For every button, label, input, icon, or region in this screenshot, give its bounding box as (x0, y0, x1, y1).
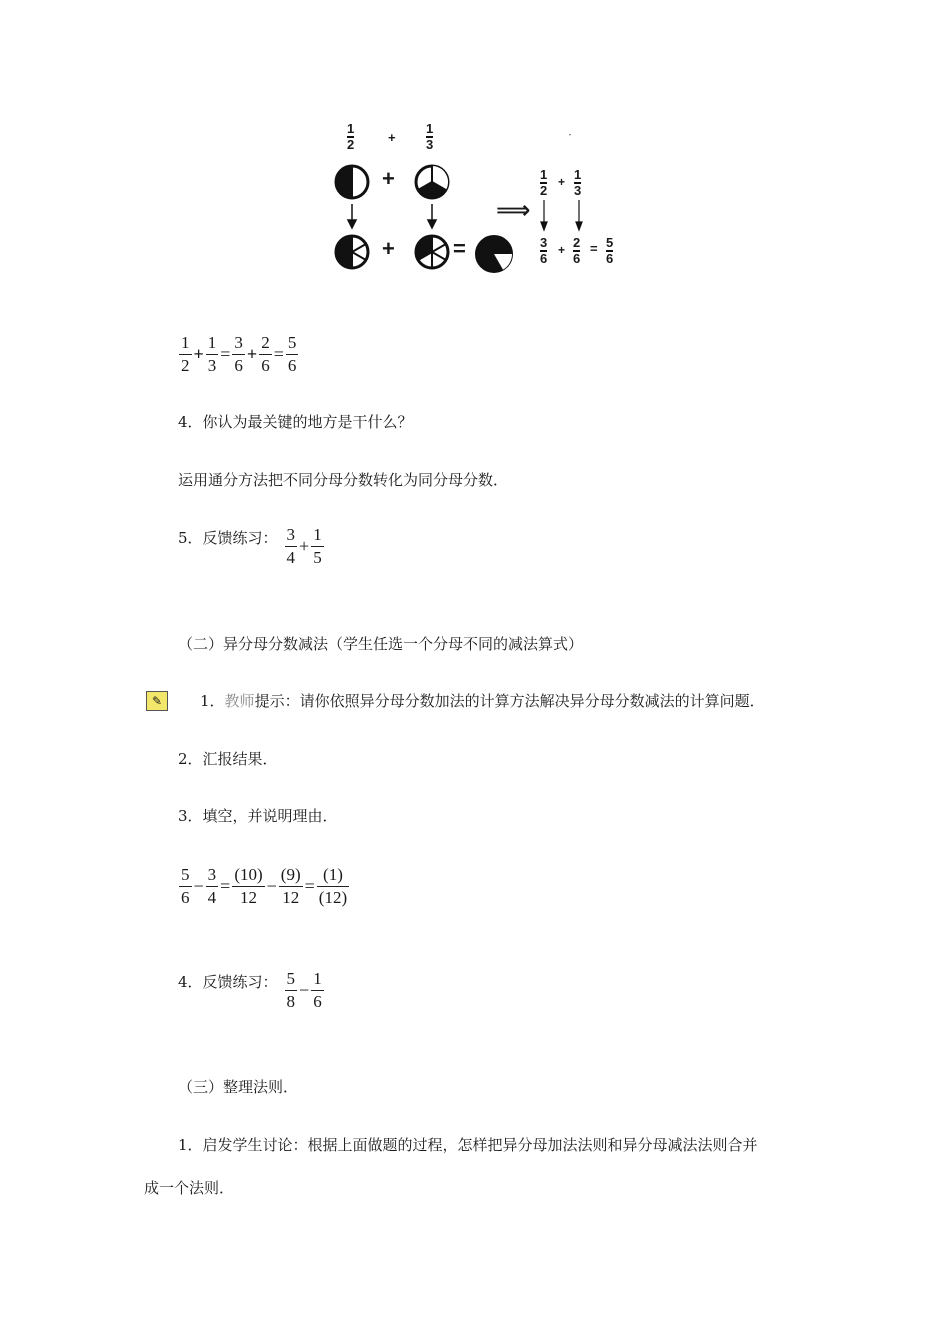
diagram-right-top-op: + (558, 175, 566, 189)
fraction-addition-diagram (330, 120, 630, 280)
diagram-right-bottom-a: 3 6 (540, 235, 548, 266)
diagram-right-bottom-eq: = (590, 241, 598, 256)
diagram-top-right-fraction: 1 3 (426, 121, 434, 152)
diagram-top-left-fraction: 1 2 (347, 121, 355, 152)
down-arrow-icon (348, 204, 436, 228)
section-2-item-2: 2．汇报结果． (178, 750, 278, 768)
three-sixths-circle-icon (336, 236, 368, 268)
teacher-tip: 1．教师提示：请你依照异分母分数加法的计算方法解决异分母分数减法的计算问题． (200, 692, 765, 710)
five-sixths-circle-icon (476, 236, 512, 272)
section-3-heading: （三）整理法则． (178, 1078, 299, 1096)
fraction: $\frac{5}{6}$ (287, 333, 297, 375)
practice-5: 5．反馈练习： $\frac{3}{4}$ + $\frac{1}{5}$ (178, 526, 325, 567)
diagram-plus-row2: + (382, 236, 395, 261)
diagram-right-bottom-c: 5 6 (606, 235, 614, 266)
subtraction-equation: $\frac{5}{6}$ − $\frac{3}{4}$ = $\frac{(10)}{12}$ − $\frac{(9)}{12}$ = $\frac{(1)}{(12)}$ (181, 865, 348, 907)
fraction: $\frac{(1)}{(12)}$ (318, 865, 348, 907)
section-2-heading: （二）异分母分数减法（学生任选一个分母不同的减法算式） (178, 635, 584, 653)
section-3-item-1-line-2: 成一个法则． (144, 1179, 235, 1197)
fraction: $\frac{3}{6}$ (234, 333, 243, 375)
teacher-tip-icon: ✎ (146, 691, 168, 711)
diagram-right-top-b: 1 3 (574, 167, 582, 198)
fraction: $\frac{5}{6}$ (181, 865, 190, 907)
fraction: $\frac{3}{4}$ (286, 525, 296, 567)
diagram-plus-row1: + (382, 166, 395, 191)
fraction: $\frac{1}{5}$ (313, 525, 322, 567)
fraction: $\frac{1}{2}$ (181, 333, 190, 375)
implies-arrow-icon: ⟹ (496, 196, 531, 224)
diagram-equals: = (453, 236, 466, 261)
fraction: $\frac{1}{6}$ (313, 969, 322, 1011)
two-sixths-circle-icon (416, 236, 448, 268)
section-2-practice-4: 4．反馈练习： $\frac{5}{8}$ − $\frac{1}{6}$ (178, 970, 325, 1011)
section-2-item-3: 3．填空，并说明理由． (178, 807, 338, 825)
practice-5-expression: $\frac{3}{4}$ + $\frac{1}{5}$ (286, 525, 322, 567)
fraction: $\frac{1}{3}$ (207, 333, 217, 375)
diagram-top-plus: + (388, 130, 396, 145)
diagram-right-bottom-b: 2 6 (573, 235, 581, 266)
diagram-right-arrows (535, 200, 595, 236)
teacher-label: 教师 (224, 692, 255, 710)
half-circle-icon (336, 166, 368, 198)
fraction: $\frac{5}{8}$ (286, 969, 296, 1011)
third-circle-icon (416, 166, 448, 198)
section-3-item-1-line-1: 1．启发学生讨论：根据上面做题的过程，怎样把异分母加法法则和异分母减法法则合并 (178, 1136, 758, 1154)
section-2-practice-4-expression: $\frac{5}{8}$ − $\frac{1}{6}$ (286, 969, 322, 1011)
diagram-dot: · (568, 128, 572, 142)
question-4: 4．你认为最关键的地方是干什么？ (178, 413, 413, 431)
fraction: $\frac{2}{6}$ (261, 333, 270, 375)
fraction: $\frac{(9)}{12}$ (280, 865, 301, 907)
answer-4: 运用通分方法把不同分母分数转化为同分母分数． (178, 471, 509, 489)
addition-equation: $\frac{1}{2}$ + $\frac{1}{3}$ = $\frac{3}{6}$ + $\frac{2}{6}$ = $\frac{5}{6}$ (181, 333, 297, 375)
fraction: $\frac{(10)}{12}$ (234, 865, 263, 907)
diagram-right-top-a: 1 2 (540, 167, 548, 198)
fraction: $\frac{3}{4}$ (207, 865, 217, 907)
diagram-right-bottom-op: + (558, 243, 566, 257)
